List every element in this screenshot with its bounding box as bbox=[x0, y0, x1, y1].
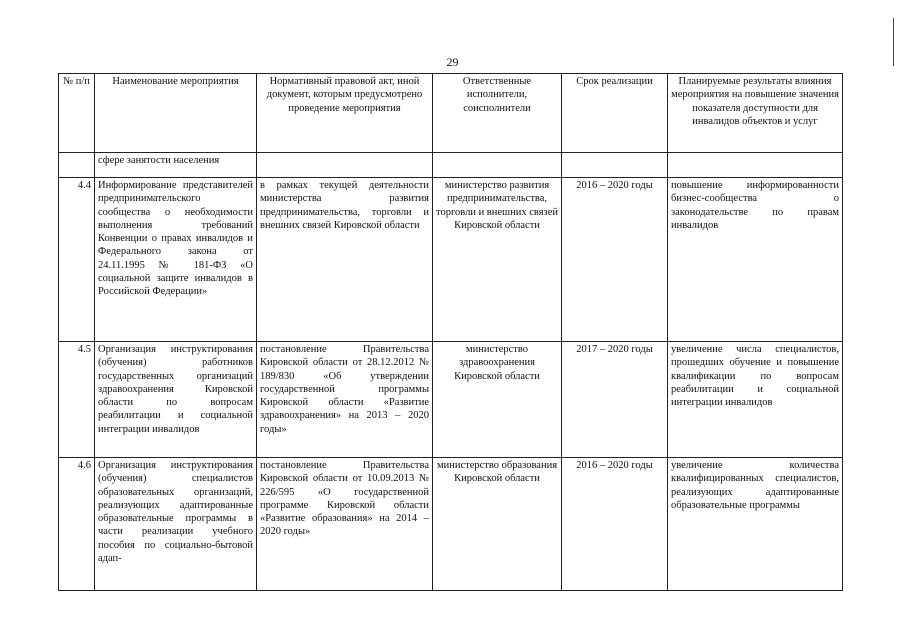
row-name: сфере занятости населения bbox=[95, 153, 257, 178]
row-legal-act bbox=[257, 153, 433, 178]
header-legal-act: Нормативный правовой акт, иной документ, которым предусмотрено проведение мероприятия bbox=[257, 74, 433, 153]
table-row bbox=[59, 153, 843, 178]
header-number: № п/п bbox=[59, 74, 95, 153]
table-row bbox=[59, 458, 843, 591]
row-term: 2016 – 2020 годы bbox=[562, 178, 668, 342]
row-name: Информирование представителей предпринимательского сообщества о необходимости выполнения требований Конвенции о правах инвалидов и Федерального закона от 24.11.1995 № 181-ФЗ «О социальной защите инвалидов в Российской Федерации» bbox=[95, 178, 257, 342]
table-row bbox=[59, 342, 843, 458]
header-term: Срок реализации bbox=[562, 74, 668, 153]
row-name: Организация инструктирования (обучения) специалистов образовательных организаций, реализующих адаптированные образовательные программы в части реализации учебного пособия по социально-бытовой адап- bbox=[95, 458, 257, 591]
table-header-row bbox=[59, 74, 843, 153]
page-number: 29 bbox=[446, 55, 459, 69]
header-responsible: Ответственные исполнители, соисполнители bbox=[433, 74, 562, 153]
row-number: 4.6 bbox=[59, 458, 95, 591]
row-responsible bbox=[433, 153, 562, 178]
row-term: 2016 – 2020 годы bbox=[562, 458, 668, 591]
row-legal-act: в рамках текущей деятельности министерства развития предпринимательства, торговли и внешних связей Кировской области bbox=[257, 178, 433, 342]
row-result: увеличение числа специалистов, прошедших обучение и повышение квалификации по вопросам реабилитации и социальной интеграции инвалидов bbox=[668, 342, 843, 458]
row-responsible: министерство здравоохранения Кировской области bbox=[433, 342, 562, 458]
row-responsible: министерство образования Кировской области bbox=[433, 458, 562, 591]
row-legal-act: постановление Правительства Кировской области от 28.12.2012 № 189/830 «Об утверждении государственной программы Кировской области «Развитие здравоохранения» на 2013 – 2020 годы» bbox=[257, 342, 433, 458]
table-row bbox=[59, 178, 843, 342]
row-result bbox=[668, 153, 843, 178]
row-name: Организация инструктирования (обучения) работников государственных организаций здравоохранения Кировской области по вопросам реабилитации и социальной интеграции инвалидов bbox=[95, 342, 257, 458]
row-term: 2017 – 2020 годы bbox=[562, 342, 668, 458]
row-number: 4.5 bbox=[59, 342, 95, 458]
row-term bbox=[562, 153, 668, 178]
header-name: Наименование мероприятия bbox=[95, 74, 257, 153]
row-number: 4.4 bbox=[59, 178, 95, 342]
row-legal-act: постановление Правительства Кировской области от 10.09.2013 № 226/595 «О государственной программе Кировской области «Развитие образования» на 2014 – 2020 годы» bbox=[257, 458, 433, 591]
row-result: повышение информированности бизнес-сообщества о законодательстве по правам инвалидов bbox=[668, 178, 843, 342]
row-result: увеличение количества квалифицированных специалистов, реализующих адаптированные образовательные программы bbox=[668, 458, 843, 591]
margin-mark bbox=[893, 18, 894, 66]
row-number bbox=[59, 153, 95, 178]
header-results: Планируемые результаты влияния мероприятия на повышение значения показателя доступности для инвалидов объектов и услуг bbox=[668, 74, 843, 153]
row-responsible: министерство развития предпринимательства, торговли и внешних связей Кировской области bbox=[433, 178, 562, 342]
measures-table bbox=[58, 73, 843, 591]
